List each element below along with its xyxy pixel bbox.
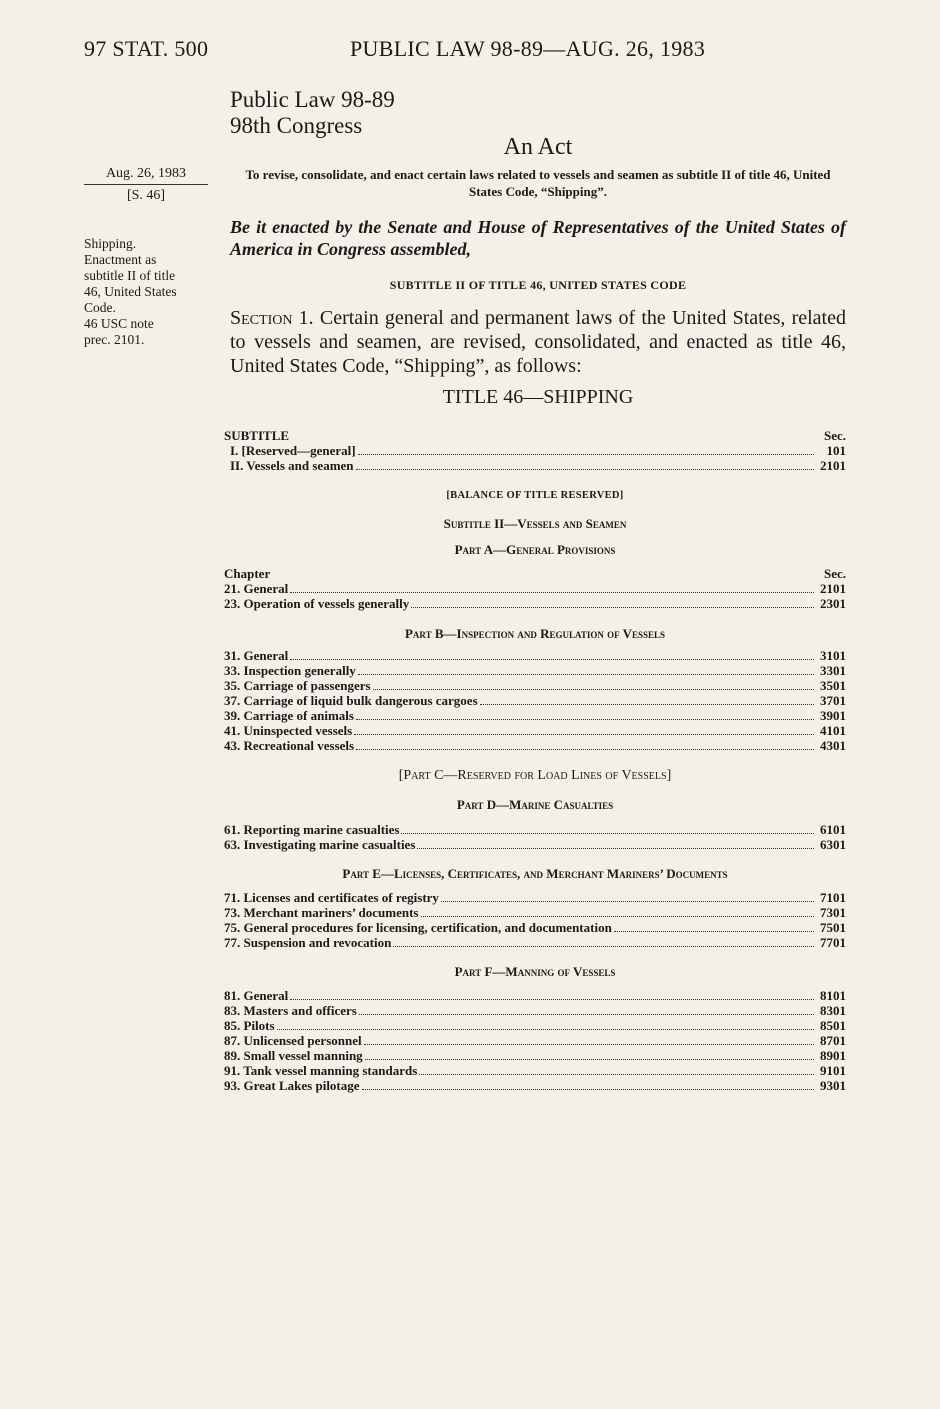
row-section: 9301 [820,1078,846,1093]
row-label: 75. General procedures for licensing, certification, and documentation [224,920,612,935]
subtitle-ii-heading: Subtitle II—Vessels and Seamen [443,516,627,531]
row-section: 6301 [820,837,846,852]
table-row [224,905,846,920]
section-body: 1. Certain general and permanent laws of the United States, related to vessels and seamen, are revised, consolidated, and enacted as title 46, United States Code, “Shipping”, as follows: [230,307,846,377]
table-row [224,1078,846,1093]
subtitle-heading: SUBTITLE II OF TITLE 46, UNITED STATES CODE [389,278,687,292]
margin-note: subtitle II of title [84,268,176,283]
row-section: 8101 [820,988,846,1003]
row-section: 7101 [820,890,846,905]
row-section: 2101 [820,458,846,473]
table-row [224,596,846,611]
row-label: 91. Tank vessel manning standards [224,1063,418,1078]
row-section: 3901 [820,708,846,723]
row-label: 81. General [224,988,289,1003]
part-a-table [224,566,846,611]
section-label: Section [230,307,293,329]
table-row [224,458,846,473]
row-label: 71. Licenses and certificates of registry [224,890,439,905]
subtitles-table [224,428,846,473]
part-e-heading: Part E—Licenses, Certificates, and Merchant Mariners’ Documents [342,866,728,881]
margin-note: prec. 2101. [84,332,145,347]
row-section: 6101 [820,822,846,837]
balance-note: [BALANCE OF TITLE RESERVED] [446,490,624,501]
table-row [224,837,846,852]
part-e-table [224,890,846,950]
row-section: 9101 [820,1063,846,1078]
row-label: 87. Unlicensed personnel [224,1033,362,1048]
title-heading: TITLE 46—SHIPPING [442,386,634,408]
row-section: 8701 [820,1033,846,1048]
row-section: 7701 [820,935,846,950]
table-row [224,1063,846,1078]
row-label: 41. Uninspected vessels [224,723,353,738]
row-section: 7301 [820,905,846,920]
public-law-number: Public Law 98-89 [230,87,395,112]
enactment-date: Aug. 26, 1983 [84,166,208,185]
row-label: II. Vessels and seamen [230,458,354,473]
table-row [224,723,846,738]
act-heading: An Act [503,134,573,160]
row-section: 7501 [820,920,846,935]
table-row [224,1003,846,1018]
table-row [224,935,846,950]
table-row [224,443,846,458]
congress-number: 98th Congress [230,113,363,138]
row-section: 4101 [820,723,846,738]
table-header [224,428,846,443]
table-row [224,581,846,596]
margin-note: 46, United States [84,284,177,299]
table-row [224,648,846,663]
row-label: 37. Carriage of liquid bulk dangerous cargoes [224,693,478,708]
bill-number: [S. 46] [126,188,166,203]
row-label: I. [Reserved—general] [230,443,356,458]
row-section: 3701 [820,693,846,708]
table-row [224,1033,846,1048]
table-row [224,678,846,693]
table-row [224,988,846,1003]
margin-note: Code. [84,300,116,315]
part-f-heading: Part F—Manning of Vessels [454,964,616,979]
row-section: 8901 [820,1048,846,1063]
row-label: 35. Carriage of passengers [224,678,371,693]
margin-note: Shipping. [84,236,137,251]
table-row [224,890,846,905]
row-label: 63. Investigating marine casualties [224,837,416,852]
row-section: 101 [826,443,846,458]
part-c-heading: [Part C—Reserved for Load Lines of Vessels] [398,768,672,783]
table-row [224,1018,846,1033]
column-header: Chapter [224,566,271,581]
row-section: 3301 [820,663,846,678]
table-row [224,693,846,708]
row-section: 8501 [820,1018,846,1033]
table-row [224,708,846,723]
table-row [224,738,846,753]
row-label: 43. Recreational vessels [224,738,355,753]
part-d-table [224,822,846,852]
margin-notes [84,236,210,348]
row-label: 85. Pilots [224,1018,275,1033]
row-label: 77. Suspension and revocation [224,935,392,950]
row-label: 61. Reporting marine casualties [224,822,400,837]
row-section: 8301 [820,1003,846,1018]
row-label: 23. Operation of vessels generally [224,596,410,611]
running-title: PUBLIC LAW 98-89—AUG. 26, 1983 [350,36,706,61]
table-row [224,822,846,837]
row-section: 2301 [820,596,846,611]
row-label: 89. Small vessel manning [224,1048,363,1063]
table-row [224,663,846,678]
margin-note: 46 USC note [84,316,154,331]
row-section: 4301 [820,738,846,753]
part-d-heading: Part D—Marine Casualties [456,797,614,812]
section-one-text [230,306,846,378]
column-header: Sec. [823,566,846,581]
table-row [224,1048,846,1063]
stat-page-reference: 97 STAT. 500 [84,36,209,61]
part-f-table [224,988,846,1093]
row-section: 3101 [820,648,846,663]
enacting-clause: Be it enacted by the Senate and House of Representatives of the United States of America in Congress assembled, [230,217,846,259]
column-header: SUBTITLE [224,428,290,443]
table-row [224,920,846,935]
row-label: 33. Inspection generally [224,663,356,678]
row-label: 93. Great Lakes pilotage [224,1078,360,1093]
row-label: 73. Merchant mariners’ documents [224,905,419,920]
row-section: 2101 [820,581,846,596]
row-label: 31. General [224,648,289,663]
column-header: Sec. [823,428,846,443]
table-header [224,566,846,581]
row-label: 39. Carriage of animals [224,708,354,723]
row-label: 83. Masters and officers [224,1003,357,1018]
long-title: To revise, consolidate, and enact certain laws related to vessels and seamen as subtitle II of title 46, United States Code, “Shipping”. [245,167,831,199]
margin-note: Enactment as [84,252,157,267]
part-b-heading: Part B—Inspection and Regulation of Vessels [404,626,666,641]
part-b-table [224,648,846,753]
part-a-heading: Part A—General Provisions [454,542,616,557]
row-section: 3501 [820,678,846,693]
row-label: 21. General [224,581,289,596]
